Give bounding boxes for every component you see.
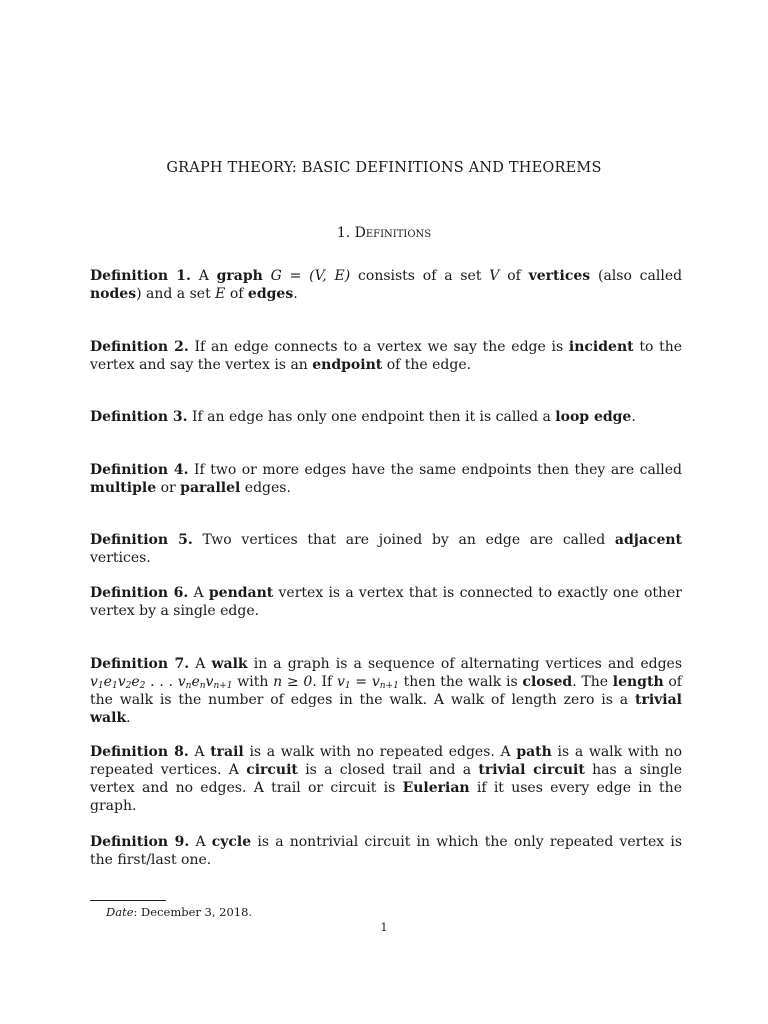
def-text: . <box>126 710 131 726</box>
def-term: cycle <box>211 834 252 850</box>
def-text: vertex is a vertex that is connected to exactly one other vertex by a single edge. <box>90 585 682 619</box>
definition-2 <box>90 338 682 374</box>
def-term: incident <box>568 339 634 355</box>
definition-label: Definition 3. <box>90 409 188 425</box>
footnote-rule <box>90 900 166 901</box>
def-term: adjacent <box>614 532 682 548</box>
def-text: to the vertex and say the vertex is an <box>90 339 683 373</box>
closed-walk-math: $v_1 = v_{n+1}$ <box>336 674 399 691</box>
def-text: is a nontrivial circuit in which the only repeated vertex is the first/last one. <box>90 834 683 868</box>
definition-label: Definition 1. <box>90 268 191 284</box>
def-text: of <box>229 286 244 302</box>
def-text: If an edge connects to a vertex we say the edge is <box>194 339 564 355</box>
footnote-label: Date <box>106 905 134 919</box>
def-text: consists of a set <box>358 268 482 284</box>
def-term: pendant <box>208 585 274 601</box>
def-text: If an edge has only one endpoint then it is called a <box>191 409 551 425</box>
def-term: trivial walk <box>90 692 682 726</box>
def-text: then the walk is <box>403 674 518 690</box>
def-text: vertices. <box>90 550 151 566</box>
page-number: 1 <box>380 921 388 934</box>
definition-7 <box>90 655 682 727</box>
definition-label: Definition 9. <box>90 834 190 850</box>
def-term: trivial circuit <box>478 762 585 778</box>
def-text: A <box>195 656 206 672</box>
def-text: . If <box>312 674 333 690</box>
def-text: in a graph is a sequence of alternating vertices and edges <box>253 656 683 672</box>
section-name: Definitions <box>354 225 432 241</box>
def-term: Eulerian <box>402 780 470 796</box>
def-text: . <box>631 409 636 425</box>
def-term: vertices <box>528 268 591 284</box>
def-term: multiple <box>90 480 157 496</box>
def-text: (also called <box>597 268 683 284</box>
def-math: E <box>215 286 226 302</box>
def-text: of the walk is the number of edges in the walk. A walk of length zero is a <box>90 674 682 708</box>
definition-label: Definition 4. <box>90 462 189 478</box>
def-text: Two vertices that are joined by an edge are called <box>202 532 606 548</box>
def-term: loop edge <box>555 409 632 425</box>
def-text: if it uses every edge in the graph. <box>90 780 682 814</box>
def-text: with <box>237 674 269 690</box>
definition-label: Definition 6. <box>90 585 189 601</box>
def-term: length <box>612 674 664 690</box>
def-text: . The <box>572 674 609 690</box>
def-text: If two or more edges have the same endpoints then they are called <box>194 462 683 478</box>
def-term: edges <box>247 286 294 302</box>
def-text: . <box>293 286 298 302</box>
footnote-text: : December 3, 2018. <box>133 905 253 919</box>
def-text: A <box>198 268 209 284</box>
def-term: path <box>516 744 552 760</box>
def-term: nodes <box>90 286 137 302</box>
def-math: G = (V, E) <box>270 268 351 284</box>
def-math: V <box>489 268 500 284</box>
def-text: A <box>194 744 205 760</box>
def-term: trail <box>210 744 244 760</box>
section-heading <box>0 225 768 241</box>
def-text: A <box>195 834 206 850</box>
def-text: is a closed trail and a <box>305 762 472 778</box>
def-term: closed <box>522 674 573 690</box>
definition-label: Definition 8. <box>90 744 189 760</box>
def-text: or <box>160 480 176 496</box>
walk-sequence-math: $v_1e_1v_2e_2$ . . . $v_ne_nv_{n+1}$ <box>90 674 233 691</box>
def-text: has a single vertex and no edges. A trail or circuit is <box>90 762 683 796</box>
definition-label: Definition 5. <box>90 532 193 548</box>
def-text: is a walk with no repeated vertices. A <box>90 744 683 778</box>
def-text: of the edge. <box>386 357 472 373</box>
definition-label: Definition 7. <box>90 656 190 672</box>
definition-8 <box>90 743 682 815</box>
definition-5 <box>90 531 682 567</box>
definition-4 <box>90 461 682 497</box>
definition-9 <box>90 833 682 869</box>
def-term: walk <box>211 656 248 672</box>
def-text: ) and a set <box>136 286 211 302</box>
def-text: of <box>507 268 521 284</box>
def-term: endpoint <box>312 357 383 373</box>
def-term: circuit <box>246 762 298 778</box>
definition-1 <box>90 267 682 303</box>
page-title: GRAPH THEORY: BASIC DEFINITIONS AND THEOREMS <box>166 160 602 176</box>
def-text: A <box>193 585 204 601</box>
def-text: edges. <box>244 480 291 496</box>
def-term: parallel <box>180 480 241 496</box>
def-math: n ≥ 0 <box>273 674 313 690</box>
section-number: 1. <box>336 225 351 241</box>
definition-6 <box>90 584 682 620</box>
definition-3 <box>90 408 682 426</box>
def-term: graph <box>216 268 263 284</box>
def-text: is a walk with no repeated edges. A <box>249 744 511 760</box>
definition-label: Definition 2. <box>90 339 189 355</box>
footnote <box>106 905 252 919</box>
